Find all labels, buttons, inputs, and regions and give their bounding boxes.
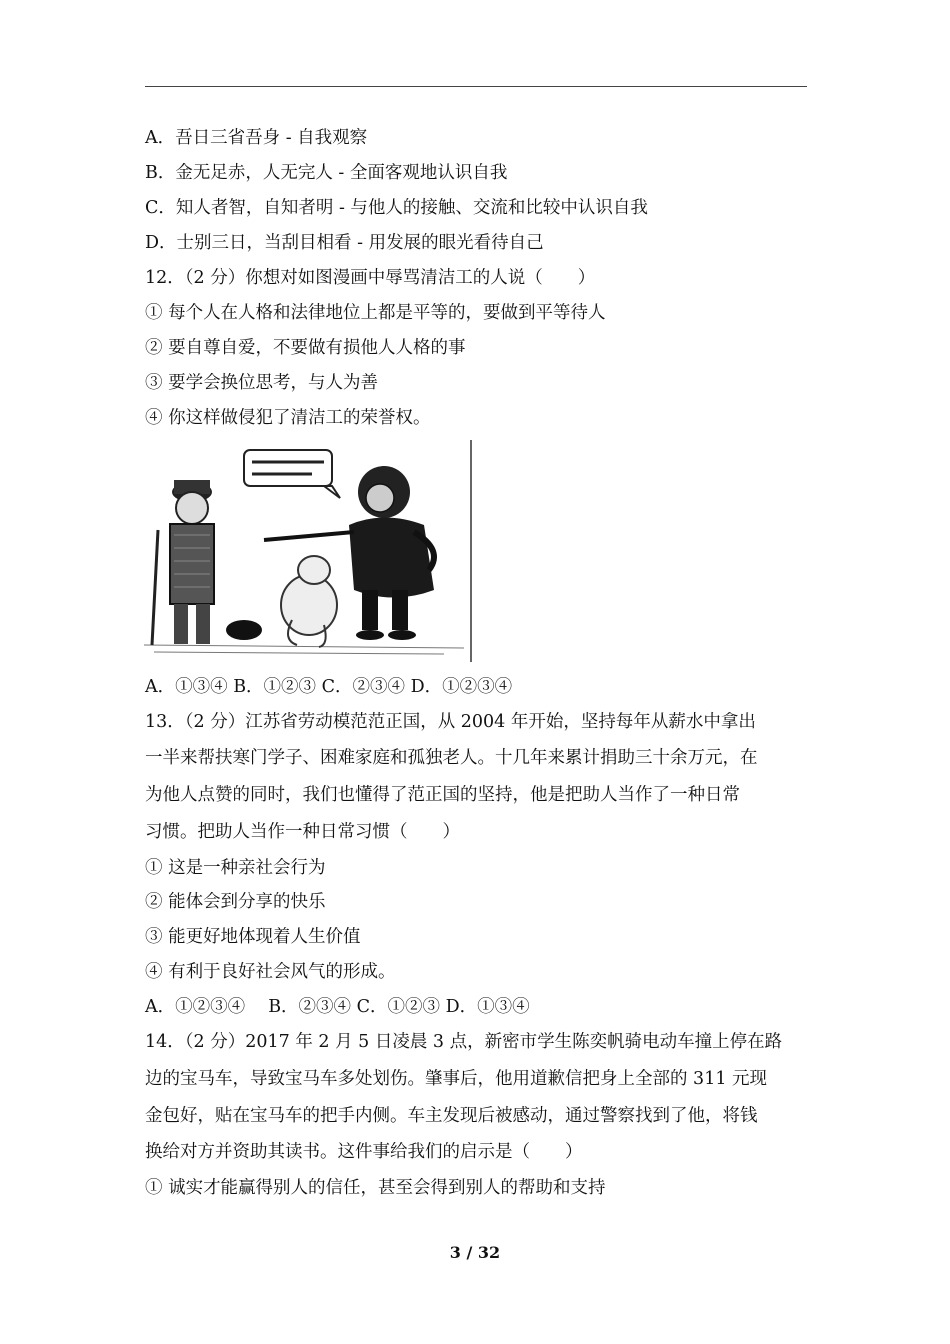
q13-item-3: ③ 能更好地体现着人生价值 <box>145 927 361 947</box>
q13-item-4: ④ 有利于良好社会风气的形成。 <box>145 962 396 982</box>
header-rule <box>145 86 807 87</box>
q14-stem-line-2: 边的宝马车，导致宝马车多处划伤。肇事后，他用道歉信把身上全部的 311 元现 <box>145 1069 768 1089</box>
q14-stem-line-4: 换给对方并资助其读书。这件事给我们的启示是（ ） <box>145 1142 583 1162</box>
q12-stem: 12．（2 分）你想对如图漫画中辱骂清洁工的人说（ ） <box>145 268 596 288</box>
page-separator: / <box>460 1243 478 1262</box>
q11-option-b: B．金无足赤，人无完人 - 全面客观地认识自我 <box>145 163 508 183</box>
page-total: 32 <box>477 1243 501 1262</box>
page-current: 3 <box>449 1243 461 1262</box>
cartoon-illustration <box>144 440 474 662</box>
q14-stem-line-3: 金包好，贴在宝马车的把手内侧。车主发现后被感动，通过警察找到了他，将钱 <box>145 1106 758 1126</box>
q13-stem-line-4: 习惯。把助人当作一种日常习惯（ ） <box>145 822 460 842</box>
q11-option-a: A．吾日三省吾身 - 自我观察 <box>145 128 368 148</box>
q13-item-1: ① 这是一种亲社会行为 <box>145 858 326 878</box>
page-number <box>0 1243 950 1262</box>
q13-stem-line-3: 为他人点赞的同时，我们也懂得了范正国的坚持，他是把助人当作了一种日常 <box>145 785 740 805</box>
q13-item-2: ② 能体会到分享的快乐 <box>145 892 326 912</box>
q11-option-c: C．知人者智，自知者明 - 与他人的接触、交流和比较中认识自我 <box>145 198 648 218</box>
q13-choices: A．①②③④ B．②③④ C．①②③ D．①③④ <box>145 997 530 1017</box>
q14-item-1: ① 诚实才能赢得别人的信任，甚至会得到别人的帮助和支持 <box>145 1178 606 1198</box>
q13-stem-line-2: 一半来帮扶寒门学子、困难家庭和孤独老人。十几年来累计捐助三十余万元，在 <box>145 748 758 768</box>
q12-choices: A．①③④ B．①②③ C．②③④ D．①②③④ <box>145 677 513 697</box>
q14-stem-line-1: 14．（2 分）2017 年 2 月 5 日凌晨 3 点，新密市学生陈奕帆骑电动车撞上停在路 <box>145 1032 783 1052</box>
q12-item-1: ① 每个人在人格和法律地位上都是平等的，要做到平等待人 <box>145 303 606 323</box>
q12-item-3: ③ 要学会换位思考，与人为善 <box>145 373 379 393</box>
q13-stem-line-1: 13．（2 分）江苏省劳动模范范正国，从 2004 年开始，坚持每年从薪水中拿出 <box>145 712 756 732</box>
q12-item-2: ② 要自尊自爱，不要做有损他人人格的事 <box>145 338 466 358</box>
q12-item-4: ④ 你这样做侵犯了清洁工的荣誉权。 <box>145 408 431 428</box>
q11-option-d: D．士别三日，当刮目相看 - 用发展的眼光看待自己 <box>145 233 544 253</box>
